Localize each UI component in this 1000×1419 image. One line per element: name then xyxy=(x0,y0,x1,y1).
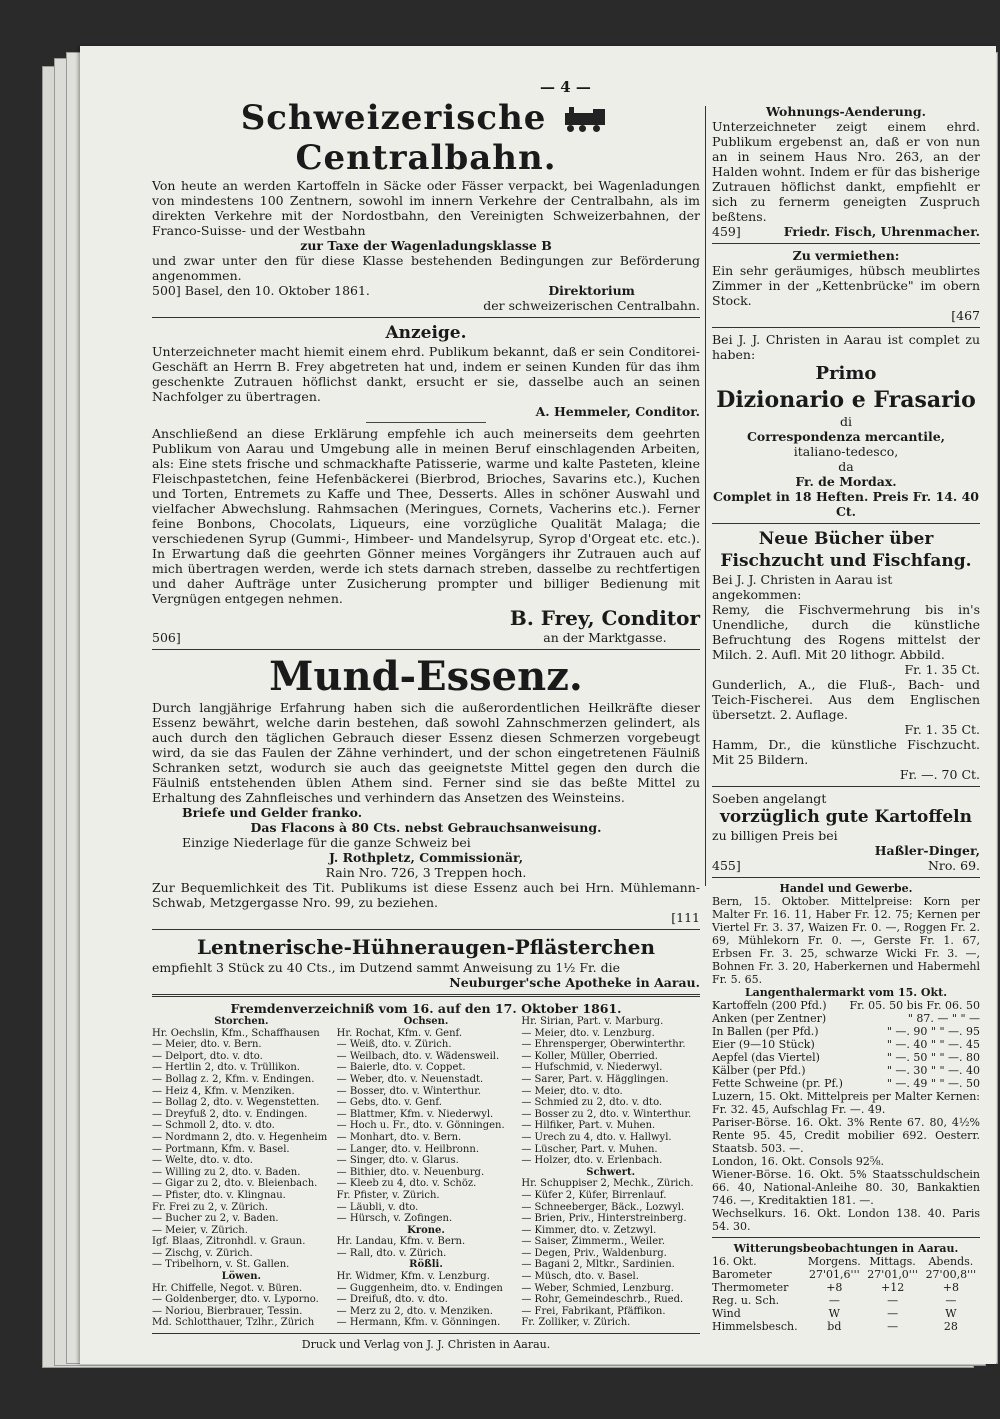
ad-kartoffeln-seller: Haßler-Dinger, xyxy=(874,843,980,858)
ad-wohnung xyxy=(712,104,980,239)
trade-wien: Wiener-Börse. 16. Okt. 5% Staatsschuldschein 66. 40, National-Anleihe 80. 30, Bankaktien 746. —, Kreditaktien 181. —. xyxy=(712,1168,980,1207)
guest-entry: — Ehrensperger, Oberwinterthr. xyxy=(521,1039,686,1051)
guest-entry: — Schmied zu 2, dto. v. dto. xyxy=(521,1097,663,1109)
book-author: Fr. de Mordax. xyxy=(795,474,897,489)
market-price: " —. 49 " " —. 50 xyxy=(886,1077,980,1090)
guest-entry: — Heiz 4, Kfm. v. Menziken. xyxy=(152,1085,295,1097)
weather-section xyxy=(712,1242,980,1333)
guest-entry: — Küfer 2, Küfer, Birrenlauf. xyxy=(521,1189,667,1201)
trade-section xyxy=(712,882,980,1233)
weather-cell: Himmelsbesch. xyxy=(712,1320,798,1333)
title-right: Centralbahn. xyxy=(295,138,557,178)
guest-entry: — Saiser, Zimmerm., Weiler. xyxy=(521,1236,666,1248)
ad-centralbahn-body: Von heute an werden Kartoffeln in Säcke oder Fässer verpackt, bei Wagenladungen von mindestens 100 Zentnern, sowohl im innern Verkehre der Centralbahn, als im direkten Verkehre mit der Nordostbahn, den Vereinigten Schweizerbahnen, der Franco-Suisse- und der Westbahn xyxy=(152,178,700,238)
ad-kartoffeln-title: vorzüglich gute Kartoffeln xyxy=(720,807,972,827)
guest-entry: — Meier, dto. v. Bern. xyxy=(152,1039,262,1051)
weather-cell: — xyxy=(887,1307,899,1320)
guest-entry: — Gigar zu 2, dto. v. Bleienbach. xyxy=(152,1178,318,1190)
guest-entry: — Blattmer, Kfm. v. Niederwyl. xyxy=(336,1108,494,1120)
book-title-5: italiano-tedesco, xyxy=(793,444,899,459)
hotel-name: Ochsen. xyxy=(403,1016,449,1027)
guest-entry: — Pfister, dto. v. Klingnau. xyxy=(152,1189,286,1201)
guest-col-2c-list xyxy=(337,1271,516,1329)
market-row xyxy=(712,1051,980,1064)
guest-entry: — Langer, dto. v. Heilbronn. xyxy=(336,1143,479,1155)
trade-title: Handel und Gewerbe. xyxy=(779,882,913,895)
ad-pflaesterchen-title: Lentnerische-Hühneraugen-Pflästerchen xyxy=(196,935,656,959)
guest-entry: — Bosser, dto. v. Winterthur. xyxy=(336,1085,482,1097)
guest-entry: — Tribelhorn, v. St. Gallen. xyxy=(152,1259,290,1271)
title-left: Schweizerische xyxy=(240,98,547,138)
ad-dizionario xyxy=(712,332,980,519)
guest-entry: — Monhart, dto. v. Bern. xyxy=(336,1131,462,1143)
weather-cell: 28 xyxy=(943,1320,958,1333)
market-row xyxy=(712,1025,980,1038)
weather-cell: — xyxy=(887,1294,899,1307)
ad-pflaesterchen-body: empfiehlt 3 Stück zu 40 Cts., im Dutzend sammt Anweisung zu 1½ Fr. die xyxy=(152,960,620,975)
divider xyxy=(712,877,980,878)
guest-entry: — Hoch u. Fr., dto. v. Gönningen. xyxy=(336,1120,505,1132)
guest-list xyxy=(152,1001,700,1329)
guest-entry: — Singer, dto. v. Glarus. xyxy=(336,1155,459,1167)
ad-mund-essenz xyxy=(152,654,700,925)
market-table xyxy=(712,999,980,1090)
market-item: Aepfel (das Viertel) xyxy=(712,1051,820,1064)
ad-centralbahn-body2: und zwar unter den für diese Klasse bestehenden Bedingungen zur Beförderung angenommen. xyxy=(152,253,700,283)
market-row xyxy=(712,1012,980,1025)
guest-entry: — Baierle, dto. v. Coppet. xyxy=(336,1062,466,1074)
ad-anzeige-body2: Anschließend an diese Erklärung empfehle ich auch meinerseits dem geehrten Publikum von Aarau und Umgebung alle in meinen Beruf einschlagenden Arbeiten, als: Eine stets frische und schmackhafte Patisserie, warme und kalte Pasteten, kleine Fleischpastetchen, feine Hefenbäckerei (Bierbrod, Brioches, Savarins etc.), Kuchen und Torten, Entremets zu Kaffe und Thee, Desserts. Alles in schöner Auswahl und vielfacher Abwechslung. Rahmsachen (Meringues, Cornets, Vacherins etc.). Ferner feine Bonbons, Chocolats, Liqueurs, eine vorzügliche Qualität Malaga; die verschiedenen Syrup (Gummi-, Himbeer- und Mandelsyrup, Syrop d'Orgeat etc. etc.). In Erwartung daß die geehrten Gönner meines Vorgängers ihr Zutrauen auch auf mich übertragen werden, werde ich stets darnach streben, dasselbe zu rechtfertigen und daher Aufträge unter Zusicherung prompter und billiger Bedienung mit Vergnügen entgegen nehmen. xyxy=(152,426,700,606)
guest-entry: — Delport, dto. v. dto. xyxy=(152,1050,263,1062)
ad-vermiethen xyxy=(712,248,980,323)
weather-cell: 27'00,8''' xyxy=(925,1268,977,1281)
guest-entry: — Hertlin 2, dto. v. Trüllikon. xyxy=(152,1062,300,1074)
guest-entry: — Merz zu 2, dto. v. Menziken. xyxy=(336,1305,493,1317)
hotel-name: Krone. xyxy=(407,1224,445,1236)
guest-entry: — Kleeb zu 4, dto. v. Schöz. xyxy=(336,1178,477,1190)
market-price: " —. 30 " " —. 40 xyxy=(886,1064,980,1077)
column-divider xyxy=(705,106,706,886)
ad-dizionario-intro: Bei J. J. Christen in Aarau ist complet zu haben: xyxy=(712,332,980,362)
divider xyxy=(712,243,980,244)
guest-entry: — Hufschmid, v. Niederwyl. xyxy=(521,1062,663,1074)
market-price: " —. 50 " " —. 80 xyxy=(886,1051,980,1064)
trade-wechsel: Wechselkurs. 16. Okt. London 138. 40. Paris 54. 30. xyxy=(712,1207,980,1233)
guest-entry: — Lüscher, Part. v. Muhen. xyxy=(521,1143,658,1155)
guest-col-3 xyxy=(521,1016,700,1329)
ad-wohnung-title: Wohnungs-Aenderung. xyxy=(766,104,926,119)
guest-col-2b-list xyxy=(337,1236,516,1259)
market-price: " —. 90 " " —. 95 xyxy=(886,1025,980,1038)
ad-fischzucht-intro: Bei J. J. Christen in Aarau ist angekommen: xyxy=(712,572,893,602)
weather-table xyxy=(712,1255,980,1333)
ad-mund-essenz-note: Briefe und Gelder franko. xyxy=(182,805,363,820)
guest-col-1b-list xyxy=(152,1283,331,1329)
weather-cell: 27'01,6''' xyxy=(809,1268,860,1281)
divider xyxy=(712,1237,980,1238)
book-title-3: di xyxy=(840,414,852,429)
weather-cell: +8 xyxy=(942,1281,959,1294)
guest-col-3-list xyxy=(521,1016,700,1167)
guest-entry: Fr. Frei zu 2, v. Zürich. xyxy=(152,1201,269,1213)
ad-mund-essenz-depot: Einzige Niederlage für die ganze Schweiz bei xyxy=(182,835,471,850)
short-rule xyxy=(366,422,486,423)
ad-mund-essenz-title: Mund-Essenz. xyxy=(269,653,583,700)
book-price: Complet in 18 Heften. Preis Fr. 14. 40 Ct. xyxy=(712,489,980,519)
book-price: Fr. 1. 35 Ct. xyxy=(904,722,980,737)
guest-entry: — Degen, Priv., Waldenburg. xyxy=(521,1247,667,1259)
book-entry: Hamm, Dr., die künstliche Fischzucht. Mit 25 Bildern. xyxy=(712,737,980,767)
ad-wohnung-body: Unterzeichneter zeigt einem ehrd. Publikum ergebenst an, daß er von nun an in seinem Haus Nro. 263, an der Halden wohnt. Indem er für das bisherige Zutrauen höflichst dankt, empfiehlt er sich zu fernerm geneigten Zuspruch beßtens. xyxy=(712,119,980,224)
guest-entry: — Bosser zu 2, dto. v. Winterthur. xyxy=(521,1108,692,1120)
market-price: " —. 40 " " —. 45 xyxy=(886,1038,980,1051)
weather-cell: bd xyxy=(827,1320,842,1333)
weather-header-cell: Morgens. xyxy=(807,1255,861,1268)
book-price: Fr. 1. 35 Ct. xyxy=(904,662,980,677)
guest-entry: Hr. Widmer, Kfm. v. Lenzburg. xyxy=(336,1271,490,1283)
guest-entry: — Bagani 2, Mltkr., Sardinien. xyxy=(521,1259,675,1271)
guest-entry: — Nordmann 2, dto. v. Hegenheim xyxy=(152,1131,328,1143)
guest-entry: Igf. Blaas, Zitronhdl. v. Graun. xyxy=(152,1236,306,1248)
guest-entry: Fr. Pfister, v. Zürich. xyxy=(336,1189,440,1201)
guest-col-1 xyxy=(152,1016,331,1329)
hotel-name: Schwert. xyxy=(586,1166,636,1178)
guest-entry: — Meier, v. Zürich. xyxy=(152,1224,248,1236)
guest-col-1-list xyxy=(152,1028,331,1271)
guest-entry: — Bucher zu 2, v. Baden. xyxy=(152,1213,279,1225)
guest-entry: — Brien, Priv., Hinterstreinberg. xyxy=(521,1213,687,1225)
guest-entry: — Rohr, Gemeindeschrb., Rued. xyxy=(521,1294,684,1306)
weather-header-cell: Abends. xyxy=(928,1255,974,1268)
hotel-name: Storchen. xyxy=(214,1016,269,1027)
ad-kartoffeln-body: zu billigen Preis bei xyxy=(712,828,838,843)
market-item: Kartoffeln (200 Pfd.) xyxy=(712,999,827,1012)
guest-entry: — Portmann, Kfm. v. Basel. xyxy=(152,1143,290,1155)
ad-mund-essenz-body2: Zur Bequemlichkeit des Tit. Publikums ist diese Essenz auch bei Hrn. Mühlemann-Schwab, Metzgergasse Nro. 99, zu beziehen. xyxy=(152,880,700,910)
book-title-1: Primo xyxy=(815,363,877,384)
weather-cell: +12 xyxy=(880,1281,905,1294)
ad-anzeige-body: Unterzeichneter macht hiemit einem ehrd. Publikum bekannt, daß er sein Conditorei-Geschäft an Herrn B. Frey abgetreten hat und, indem er seinen Kunden für das ihm geschenkte Zutrauen höflichst dankt, ersucht er sie, dasselbe auch an seinen Nachfolger zu übertragen. xyxy=(152,344,700,404)
book-price: Fr. —. 70 Ct. xyxy=(899,767,980,782)
book-entry: Gunderlich, A., die Fluß-, Bach- und Teich-Fischerei. Aus dem Englischen übersetzt. 2. Auflage. xyxy=(712,677,980,722)
divider xyxy=(712,327,980,328)
trade-london: London, 16. Okt. Consols 92⅝. xyxy=(712,1155,885,1168)
book-entry: Remy, die Fischvermehrung bis in's Unendliche, durch die künstliche Befruchtung des Rogens mittelst der Milch. 2. Aufl. Mit 20 lithogr. Abbild. xyxy=(712,602,980,662)
guest-entry: — Holzer, dto. v. Erlenbach. xyxy=(521,1155,663,1167)
guest-entry: — Bollag z. 2, Kfm. v. Endingen. xyxy=(152,1073,315,1085)
weather-cell: Barometer xyxy=(712,1268,772,1281)
guest-entry: — Sarer, Part. v. Hägglingen. xyxy=(521,1073,669,1085)
market-item: Anken (per Zentner) xyxy=(712,1012,827,1025)
trade-paris: Pariser-Börse. 16. Okt. 3% Rente 67. 80, 4½% Rente 95. 45, Credit mobilier 692. Oesterr. Staatsb. 503. —. xyxy=(712,1116,980,1155)
ad-centralbahn xyxy=(152,98,700,313)
market-item: In Ballen (per Pfd.) xyxy=(712,1025,819,1038)
trade-luzern: Luzern, 15. Okt. Mittelpreis per Malter Kernen: Fr. 32. 45, Aufschlag Fr. —. 49. xyxy=(712,1090,980,1116)
right-column xyxy=(712,104,980,1333)
market-item: Fette Schweine (pr. Pf.) xyxy=(712,1077,843,1090)
guest-entry: — Hermann, Kfm. v. Gönningen. xyxy=(336,1317,501,1329)
ad-pflaesterchen-seller: Neuburger'sche Apotheke in Aarau. xyxy=(449,975,700,990)
left-column xyxy=(152,98,700,1351)
divider xyxy=(152,929,700,930)
guest-list-columns xyxy=(152,1016,700,1329)
book-title-2: Dizionario e Frasario xyxy=(716,387,976,413)
guest-entry: — Bithier, dto. v. Neuenburg. xyxy=(336,1166,485,1178)
weather-cell: 27'01,0''' xyxy=(867,1268,918,1281)
ad-anzeige-signer: A. Hemmeler, Conditor. xyxy=(535,404,700,419)
weather-cell: Wind xyxy=(712,1307,741,1320)
trade-bern: Bern, 15. Oktober. Mittelpreise: Korn per Malter Fr. 16. 11, Haber Fr. 12. 75; Kernen per Viertel Fr. 3. 37, Waizen Fr. 0. —, Roggen Fr. 2. 69, Mühlekorn Fr. 0. —, Gerste Fr. 1. 67, Erbsen Fr. 3. 25, schwarze Wicki Fr. 3. —, Bohnen Fr. 3. 20, Haberkernen und Habermehl Fr. 5. 65. xyxy=(712,895,980,986)
ad-centralbahn-signer: Direktorium der schweizerischen Centralbahn. xyxy=(483,283,700,313)
divider xyxy=(152,649,700,650)
guest-entry: — Gebs, dto. v. Genf. xyxy=(336,1097,442,1109)
weather-cell: +8 xyxy=(826,1281,843,1294)
guest-list-title: Fremdenverzeichniß vom 16. auf den 17. Oktober 1861. xyxy=(230,1001,622,1016)
market-item: Kälber (per Pfd.) xyxy=(712,1064,806,1077)
divider xyxy=(152,1333,700,1334)
weather-cell: — xyxy=(945,1294,957,1307)
guest-col-2-list xyxy=(337,1028,516,1225)
ad-mund-essenz-seller: J. Rothpletz, Commissionär, xyxy=(328,850,524,865)
hotel-name: Löwen. xyxy=(221,1271,262,1283)
guest-entry: — Dreyfuß 2, dto. v. Endingen. xyxy=(152,1108,308,1120)
ad-anzeige-ref: 506] xyxy=(152,630,181,645)
guest-entry: — Hilfiker, Part. v. Muhen. xyxy=(521,1120,656,1132)
market-row xyxy=(712,1077,980,1090)
market-row xyxy=(712,1064,980,1077)
guest-entry: — Bollag 2, dto. v. Wegenstetten. xyxy=(152,1097,320,1109)
guest-entry: — Weber, Schmied, Lenzburg. xyxy=(521,1282,674,1294)
divider xyxy=(152,317,700,318)
ad-mund-essenz-address: Rain Nro. 726, 3 Treppen hoch. xyxy=(325,865,527,880)
ad-anzeige-signer2: B. Frey, Conditor an der Marktgasse. xyxy=(509,606,700,645)
divider xyxy=(712,523,980,524)
ad-anzeige xyxy=(152,322,700,645)
ad-mund-essenz-ref: [111 xyxy=(671,910,700,925)
weather-cell: Thermometer xyxy=(712,1281,789,1294)
page-number: — 4 — xyxy=(540,78,591,96)
imprint: Druck und Verlag von J. J. Christen in Aarau. xyxy=(301,1338,551,1352)
ad-mund-essenz-price: Das Flacons à 80 Cts. nebst Gebrauchsanweisung. xyxy=(250,820,602,835)
ad-fischzucht-title: Neue Bücher über Fischzucht und Fischfang. xyxy=(720,529,972,571)
guest-entry: Hr. Chiffelle, Negot. v. Büren. xyxy=(152,1282,303,1294)
guest-entry: — Meier, dto. v. dto. xyxy=(521,1085,623,1097)
guest-entry: — Rall, dto. v. Zürich. xyxy=(336,1247,447,1259)
weather-cell: W xyxy=(945,1307,957,1320)
guest-entry: Hr. Sirian, Part. v. Marburg. xyxy=(521,1016,664,1027)
ad-vermiethen-ref: [467 xyxy=(951,308,980,323)
ad-centralbahn-date: 500] Basel, den 10. Oktober 1861. xyxy=(152,283,370,298)
ad-anzeige-sign2 xyxy=(152,606,700,645)
divider xyxy=(712,786,980,787)
market-price: Fr. 05. 50 bis Fr. 06. 50 xyxy=(849,999,980,1012)
weather-cell: Reg. u. Sch. xyxy=(712,1294,780,1307)
guest-entry: — Läubli, v. dto. xyxy=(336,1201,419,1213)
weather-title: Witterungsbeobachtungen in Aarau. xyxy=(733,1242,959,1255)
guest-entry: — Schneeberger, Bäck., Lozwyl. xyxy=(521,1201,685,1213)
guest-entry: — Koller, Müller, Oberried. xyxy=(521,1050,658,1062)
market-title: Langenthalermarkt vom 15. Okt. xyxy=(744,986,948,999)
locomotive-icon xyxy=(563,107,607,133)
guest-entry: Hr. Rochat, Kfm. v. Genf. xyxy=(336,1027,463,1039)
ad-wohnung-sign: 459] Friedr. Fisch, Uhrenmacher. xyxy=(712,224,980,239)
guest-entry: — Urech zu 4, dto. v. Hallwyl. xyxy=(521,1131,672,1143)
ad-anzeige-title: Anzeige. xyxy=(385,323,467,343)
ad-centralbahn-sign xyxy=(152,283,700,313)
ad-kartoffeln-intro: Soeben angelangt xyxy=(712,791,827,806)
guest-entry: — Noriou, Bierbrauer, Tessin. xyxy=(152,1305,303,1317)
guest-entry: — Zischg, v. Zürich. xyxy=(152,1247,253,1259)
guest-entry: — Weiß, dto. v. Zürich. xyxy=(336,1039,452,1051)
newspaper-page xyxy=(80,46,996,1364)
ad-kartoffeln-sign: 455] Nro. 69. xyxy=(712,858,980,873)
ad-mund-essenz-body: Durch langjährige Erfahrung haben sich die außerordentlichen Heilkräfte dieser Essenz bewährt, welche darin bestehen, daß sowohl Zahnschmerzen gelindert, als auch durch den täglichen Gebrauch dieser Essenz diesen Schmerzen vorgebeugt wird, da sie das Faulen der Zähne verhindert, und der schon eingetretenen Fäulniß Schranken setzt, wodurch sie auch das geeignetste Mittel gegen den durch die Fäulniß entstehenden üblen Athem sind. Ferner sind sie das beßte Mittel zu Erhaltung des Zahnfleisches und verhindern das Ansetzen des Weinsteins. xyxy=(152,700,700,805)
guest-entry: — Kimmer, dto. v. Zetzwyl. xyxy=(521,1224,657,1236)
ad-pflaesterchen xyxy=(152,934,700,990)
guest-entry: — Müsch, dto. v. Basel. xyxy=(521,1271,639,1283)
market-item: Eier (9—10 Stück) xyxy=(712,1038,815,1051)
hotel-name: Rößli. xyxy=(409,1259,443,1271)
ad-vermiethen-body: Ein sehr geräumiges, hübsch meublirtes Zimmer in der „Kettenbrücke" im obern Stock. xyxy=(712,263,980,308)
guest-entry: — Willing zu 2, dto. v. Baden. xyxy=(152,1166,301,1178)
guest-entry: — Welte, dto. v. dto. xyxy=(152,1155,253,1167)
weather-cell: — xyxy=(828,1294,840,1307)
weather-header-cell: Mittags. xyxy=(869,1255,916,1268)
guest-entry: Hr. Oechslin, Kfm., Schaffhausen xyxy=(152,1027,320,1039)
guest-col-2 xyxy=(337,1016,516,1329)
guest-entry: — Hürsch, v. Zofingen. xyxy=(336,1213,453,1225)
guest-col-3b-list xyxy=(521,1178,700,1329)
guest-entry: Hr. Landau, Kfm. v. Bern. xyxy=(336,1236,466,1248)
book-title-6: da xyxy=(838,459,854,474)
guest-entry: — Schmoll 2, dto. v. dto. xyxy=(152,1120,275,1132)
guest-entry: Md. Schlotthauer, Tzlhr., Zürich xyxy=(152,1317,315,1329)
guest-entry: — Guggenheim, dto. v. Endingen xyxy=(336,1282,503,1294)
guest-entry: Fr. Zolliker, v. Zürich. xyxy=(521,1317,631,1329)
weather-header-cell: 16. Okt. xyxy=(712,1255,757,1268)
divider xyxy=(152,994,700,997)
market-price: " 87. — " " — xyxy=(907,1012,980,1025)
guest-entry: — Weilbach, dto. v. Wädensweil. xyxy=(336,1050,500,1062)
ad-vermiethen-title: Zu vermiethen: xyxy=(792,248,900,263)
ad-kartoffeln xyxy=(712,791,980,873)
ad-centralbahn-tariff: zur Taxe der Wagenladungsklasse B xyxy=(300,238,552,253)
guest-entry: — Dreifuß, dto. v. dto. xyxy=(336,1294,448,1306)
guest-entry: — Meier, dto. v. Lenzburg. xyxy=(521,1027,655,1039)
guest-entry: — Goldenberger, dto. v. Lyporno. xyxy=(152,1294,319,1306)
book-title-4: Correspondenza mercantile, xyxy=(746,429,946,444)
weather-cell: — xyxy=(887,1320,899,1333)
guest-entry: — Frei, Fabrikant, Pfäffikon. xyxy=(521,1305,666,1317)
ad-centralbahn-title xyxy=(152,98,700,178)
ad-fischzucht xyxy=(712,528,980,782)
guest-entry: Hr. Schuppiser 2, Mechk., Zürich. xyxy=(521,1178,694,1190)
market-row xyxy=(712,1038,980,1051)
weather-cell: W xyxy=(828,1307,840,1320)
guest-entry: — Weber, dto. v. Neuenstadt. xyxy=(336,1073,484,1085)
market-row xyxy=(712,999,980,1012)
